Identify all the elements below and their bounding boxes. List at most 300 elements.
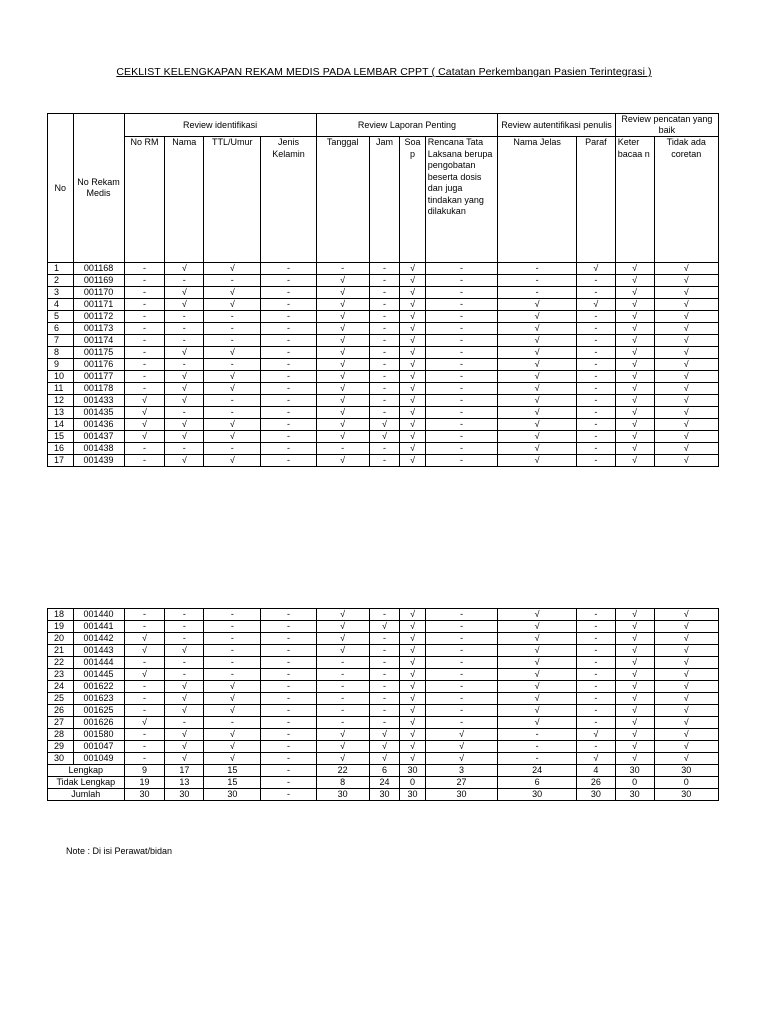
table-cell: - xyxy=(261,371,316,383)
table-cell: √ xyxy=(400,729,426,741)
table-cell: - xyxy=(369,407,400,419)
table-cell: 16 xyxy=(48,443,74,455)
table-cell: √ xyxy=(425,729,498,741)
table-cell: √ xyxy=(654,299,718,311)
table-cell: - xyxy=(165,275,204,287)
table-cell: 0 xyxy=(615,777,654,789)
header-review-identifikasi: Review identifikasi xyxy=(124,114,316,137)
table-cell: √ xyxy=(654,347,718,359)
table-cell: 17 xyxy=(165,765,204,777)
table-cell: 20 xyxy=(48,633,74,645)
table-cell: √ xyxy=(204,455,261,467)
table-cell: √ xyxy=(165,741,204,753)
table-cell: 21 xyxy=(48,645,74,657)
table-cell: - xyxy=(576,717,615,729)
table-cell: - xyxy=(369,395,400,407)
table-cell: - xyxy=(369,371,400,383)
table-cell: - xyxy=(498,753,577,765)
table-cell: - xyxy=(369,311,400,323)
table-cell: √ xyxy=(654,609,718,621)
table-cell: - xyxy=(165,609,204,621)
table-cell: √ xyxy=(425,753,498,765)
table-cell: - xyxy=(165,323,204,335)
table-cell: - xyxy=(261,443,316,455)
table-cell: - xyxy=(165,335,204,347)
table-cell: √ xyxy=(425,741,498,753)
header-review-pencatatan: Review pencatan yang baik xyxy=(615,114,718,137)
table-cell: √ xyxy=(165,383,204,395)
table-cell: √ xyxy=(316,287,369,299)
table-cell: - xyxy=(425,717,498,729)
table-row xyxy=(48,311,719,323)
table-cell: - xyxy=(425,371,498,383)
table-cell: √ xyxy=(576,753,615,765)
table-cell: - xyxy=(204,717,261,729)
table-cell: √ xyxy=(204,299,261,311)
table-cell: - xyxy=(261,335,316,347)
table-cell: - xyxy=(165,621,204,633)
table-cell: √ xyxy=(124,645,165,657)
table-cell: √ xyxy=(498,621,577,633)
table-cell: - xyxy=(425,705,498,717)
table-cell: √ xyxy=(615,347,654,359)
table-row xyxy=(48,359,719,371)
table-cell: - xyxy=(124,657,165,669)
table-row xyxy=(48,669,719,681)
table-cell: 8 xyxy=(316,777,369,789)
table-cell: - xyxy=(576,395,615,407)
table-cell: - xyxy=(124,705,165,717)
table-cell: √ xyxy=(400,705,426,717)
table-cell: - xyxy=(204,633,261,645)
table-cell: √ xyxy=(204,705,261,717)
table-cell: √ xyxy=(654,323,718,335)
table-cell: √ xyxy=(400,347,426,359)
table-cell: - xyxy=(425,407,498,419)
table-cell: 7 xyxy=(48,335,74,347)
table-cell: √ xyxy=(316,407,369,419)
table-cell: 001439 xyxy=(73,455,124,467)
table-cell: 001173 xyxy=(73,323,124,335)
table-cell: - xyxy=(124,609,165,621)
checklist-table-part1 xyxy=(47,113,719,467)
table-cell: 001440 xyxy=(73,609,124,621)
table-cell: √ xyxy=(204,419,261,431)
table-cell: √ xyxy=(316,275,369,287)
table-cell: 001169 xyxy=(73,275,124,287)
page-title: CEKLIST KELENGKAPAN REKAM MEDIS PADA LEMBAR CPPT ( Catatan Perkembangan Pasien Terintegrasi ) xyxy=(116,66,652,78)
table-cell: 9 xyxy=(124,765,165,777)
table-cell: - xyxy=(124,335,165,347)
table-cell: √ xyxy=(124,407,165,419)
table-cell: - xyxy=(425,383,498,395)
table-cell: - xyxy=(165,633,204,645)
table-cell: 0 xyxy=(654,777,718,789)
table-cell: √ xyxy=(654,371,718,383)
table-cell: √ xyxy=(400,741,426,753)
table-cell: √ xyxy=(615,693,654,705)
table-cell: √ xyxy=(400,359,426,371)
table-cell: √ xyxy=(204,753,261,765)
table-cell: - xyxy=(261,705,316,717)
table-cell: 22 xyxy=(316,765,369,777)
table-cell: √ xyxy=(576,299,615,311)
table-cell: 29 xyxy=(48,741,74,753)
table-cell: √ xyxy=(654,311,718,323)
table-cell: - xyxy=(369,275,400,287)
table-row xyxy=(48,729,719,741)
table-cell: √ xyxy=(615,407,654,419)
table-cell: - xyxy=(261,765,316,777)
table-cell: 23 xyxy=(48,669,74,681)
table-cell: - xyxy=(204,359,261,371)
table-cell: 15 xyxy=(48,431,74,443)
table-cell: √ xyxy=(615,681,654,693)
table-cell: √ xyxy=(400,323,426,335)
table-cell: √ xyxy=(204,263,261,275)
table-cell: - xyxy=(425,287,498,299)
table-cell: - xyxy=(261,347,316,359)
table-cell: 26 xyxy=(576,777,615,789)
table-cell: - xyxy=(425,645,498,657)
table-cell: - xyxy=(204,323,261,335)
table-cell: √ xyxy=(615,371,654,383)
table-row xyxy=(48,645,719,657)
table-cell: √ xyxy=(400,621,426,633)
table-cell: √ xyxy=(204,741,261,753)
table-cell: 3 xyxy=(425,765,498,777)
table-cell: √ xyxy=(400,275,426,287)
table-cell: - xyxy=(261,753,316,765)
table-cell: √ xyxy=(165,287,204,299)
table-cell: - xyxy=(204,669,261,681)
table-cell: - xyxy=(425,431,498,443)
table-cell: - xyxy=(316,669,369,681)
table-cell: 8 xyxy=(48,347,74,359)
header-no-rm: No RM xyxy=(124,137,165,263)
table-cell: 9 xyxy=(48,359,74,371)
table-cell: - xyxy=(261,633,316,645)
table-cell: 1 xyxy=(48,263,74,275)
table-cell: √ xyxy=(654,669,718,681)
table-cell: 001049 xyxy=(73,753,124,765)
table-cell: 30 xyxy=(316,789,369,801)
table-cell: - xyxy=(316,657,369,669)
table-cell: 10 xyxy=(48,371,74,383)
table-cell: - xyxy=(261,323,316,335)
table-cell: √ xyxy=(316,311,369,323)
table-cell: √ xyxy=(615,383,654,395)
table-cell: - xyxy=(124,275,165,287)
table-row xyxy=(48,455,719,467)
header-nama: Nama xyxy=(165,137,204,263)
table-cell: √ xyxy=(615,717,654,729)
table-cell: √ xyxy=(615,299,654,311)
table-row xyxy=(48,609,719,621)
table-cell: √ xyxy=(165,419,204,431)
table-row xyxy=(48,621,719,633)
table-cell: √ xyxy=(316,741,369,753)
header-jam: Jam xyxy=(369,137,400,263)
table-cell: √ xyxy=(204,693,261,705)
table-cell: - xyxy=(369,669,400,681)
table-cell: √ xyxy=(615,645,654,657)
table-cell: 001436 xyxy=(73,419,124,431)
table-cell: √ xyxy=(498,443,577,455)
table-cell: - xyxy=(576,645,615,657)
table-cell: 001622 xyxy=(73,681,124,693)
table-cell: - xyxy=(576,323,615,335)
table-cell: - xyxy=(124,359,165,371)
table-cell: √ xyxy=(400,753,426,765)
table-cell: 001441 xyxy=(73,621,124,633)
table-cell: √ xyxy=(654,287,718,299)
table-cell: 14 xyxy=(48,419,74,431)
table-cell: 30 xyxy=(576,789,615,801)
header-nama-jelas: Nama Jelas xyxy=(498,137,577,263)
table-row xyxy=(48,287,719,299)
table-cell: - xyxy=(261,311,316,323)
table-row xyxy=(48,323,719,335)
table-cell: √ xyxy=(615,311,654,323)
table-cell: 001623 xyxy=(73,693,124,705)
table-cell: √ xyxy=(615,419,654,431)
table-row xyxy=(48,407,719,419)
table-cell: - xyxy=(369,455,400,467)
table-cell: - xyxy=(425,299,498,311)
table-cell: - xyxy=(498,263,577,275)
table-cell: √ xyxy=(498,419,577,431)
table-cell: √ xyxy=(615,621,654,633)
table-cell: √ xyxy=(498,311,577,323)
table-cell: - xyxy=(316,443,369,455)
table-cell: 30 xyxy=(654,765,718,777)
table-cell: √ xyxy=(498,395,577,407)
table-cell: √ xyxy=(498,323,577,335)
table-row xyxy=(48,753,719,765)
table-cell: √ xyxy=(654,729,718,741)
table-cell: 19 xyxy=(48,621,74,633)
header-no-rekam-medis: No Rekam Medis xyxy=(73,114,124,263)
table-cell: 001442 xyxy=(73,633,124,645)
table-cell: - xyxy=(165,657,204,669)
table-cell: 30 xyxy=(615,765,654,777)
table-cell: - xyxy=(576,347,615,359)
table-cell: 001438 xyxy=(73,443,124,455)
header-review-autentifikasi: Review autentifikasi penulis xyxy=(498,114,615,137)
table-row xyxy=(48,633,719,645)
table-row xyxy=(48,705,719,717)
table-cell: √ xyxy=(498,383,577,395)
table-cell: √ xyxy=(124,395,165,407)
table-cell: - xyxy=(369,263,400,275)
table-cell: - xyxy=(165,669,204,681)
table-cell: 001178 xyxy=(73,383,124,395)
table-cell: - xyxy=(425,443,498,455)
table-cell: - xyxy=(124,741,165,753)
table-cell: 001176 xyxy=(73,359,124,371)
table-cell: √ xyxy=(498,705,577,717)
table-row xyxy=(48,335,719,347)
table-cell: - xyxy=(576,657,615,669)
table-cell: 12 xyxy=(48,395,74,407)
table-cell: √ xyxy=(400,407,426,419)
table-cell: √ xyxy=(654,753,718,765)
table-cell: √ xyxy=(369,419,400,431)
table-cell: √ xyxy=(615,669,654,681)
table-cell: 001172 xyxy=(73,311,124,323)
table-row xyxy=(48,681,719,693)
table-row xyxy=(48,371,719,383)
table-cell: √ xyxy=(615,359,654,371)
table-cell: - xyxy=(261,419,316,431)
table-cell: √ xyxy=(654,263,718,275)
header-soap: Soa p xyxy=(400,137,426,263)
table-cell: - xyxy=(316,717,369,729)
table-cell: √ xyxy=(316,633,369,645)
table-cell: - xyxy=(124,323,165,335)
table-cell: 28 xyxy=(48,729,74,741)
header-review-laporan: Review Laporan Penting xyxy=(316,114,498,137)
header-paraf: Paraf xyxy=(576,137,615,263)
table-cell: 001168 xyxy=(73,263,124,275)
table-cell: √ xyxy=(316,323,369,335)
table-cell: - xyxy=(204,275,261,287)
table-cell: - xyxy=(369,347,400,359)
table-cell: - xyxy=(261,455,316,467)
table-cell: √ xyxy=(400,717,426,729)
table-cell: 3 xyxy=(48,287,74,299)
table-cell: - xyxy=(261,263,316,275)
table-cell: √ xyxy=(124,669,165,681)
table-cell: - xyxy=(576,609,615,621)
table-cell: 001170 xyxy=(73,287,124,299)
table-cell: - xyxy=(204,443,261,455)
table-cell: - xyxy=(124,287,165,299)
table-cell: - xyxy=(316,693,369,705)
table-cell: 001443 xyxy=(73,645,124,657)
table-row xyxy=(48,443,719,455)
table-cell: √ xyxy=(400,431,426,443)
table-cell: √ xyxy=(498,609,577,621)
header-tanggal: Tanggal xyxy=(316,137,369,263)
table-cell: - xyxy=(576,741,615,753)
table-cell: - xyxy=(425,621,498,633)
table-cell: - xyxy=(576,693,615,705)
table-cell: 001171 xyxy=(73,299,124,311)
table-cell: - xyxy=(261,681,316,693)
table-cell: √ xyxy=(498,431,577,443)
table-row xyxy=(48,765,719,777)
table-cell: - xyxy=(124,371,165,383)
table-cell: - xyxy=(576,371,615,383)
table-cell: - xyxy=(425,669,498,681)
table-cell: 15 xyxy=(204,777,261,789)
table-cell: - xyxy=(261,717,316,729)
table-cell: √ xyxy=(400,633,426,645)
table-cell: 001435 xyxy=(73,407,124,419)
table-cell: 001433 xyxy=(73,395,124,407)
table-cell: √ xyxy=(124,419,165,431)
table-cell: √ xyxy=(400,335,426,347)
table-cell: √ xyxy=(165,753,204,765)
table-cell: 30 xyxy=(400,789,426,801)
table-cell: √ xyxy=(369,431,400,443)
table-cell: - xyxy=(425,311,498,323)
table-cell: - xyxy=(369,609,400,621)
table-cell: 30 xyxy=(400,765,426,777)
table-cell: 30 xyxy=(48,753,74,765)
table-row xyxy=(48,383,719,395)
table-cell: √ xyxy=(615,753,654,765)
table-cell: √ xyxy=(498,717,577,729)
table-cell: - xyxy=(369,443,400,455)
table-cell: - xyxy=(369,705,400,717)
table-cell: - xyxy=(316,705,369,717)
table-cell: √ xyxy=(400,657,426,669)
table-cell: √ xyxy=(316,299,369,311)
table-cell: - xyxy=(498,741,577,753)
table-cell: - xyxy=(261,299,316,311)
table-cell: √ xyxy=(615,657,654,669)
table-cell: √ xyxy=(654,395,718,407)
table-cell: √ xyxy=(124,633,165,645)
table-cell: 19 xyxy=(124,777,165,789)
table-cell: √ xyxy=(400,299,426,311)
table-cell: 18 xyxy=(48,609,74,621)
table-cell: - xyxy=(261,287,316,299)
table-cell: 24 xyxy=(48,681,74,693)
table-cell: - xyxy=(124,443,165,455)
table-cell: - xyxy=(261,609,316,621)
table-cell: √ xyxy=(498,633,577,645)
table-cell: - xyxy=(425,681,498,693)
table-cell: √ xyxy=(165,263,204,275)
table-cell: Tidak Lengkap xyxy=(48,777,125,789)
table-cell: - xyxy=(369,693,400,705)
table-cell: 30 xyxy=(369,789,400,801)
table-cell: √ xyxy=(124,717,165,729)
table-row xyxy=(48,299,719,311)
table-row xyxy=(48,347,719,359)
table-cell: 26 xyxy=(48,705,74,717)
table-cell: √ xyxy=(654,633,718,645)
table-cell: - xyxy=(165,359,204,371)
table-cell: √ xyxy=(204,431,261,443)
table-cell: 001047 xyxy=(73,741,124,753)
table-cell: √ xyxy=(615,633,654,645)
table-cell: - xyxy=(576,681,615,693)
table-cell: 11 xyxy=(48,383,74,395)
table-cell: - xyxy=(369,717,400,729)
table-cell: - xyxy=(576,311,615,323)
header-rencana-tata-laksana: Rencana Tata Laksana berupa pengobatan beserta dosis dan juga tindakan yang dilakukan xyxy=(425,137,498,263)
header-no: No xyxy=(48,114,74,263)
table-cell: 001437 xyxy=(73,431,124,443)
table-cell: - xyxy=(204,407,261,419)
table-row xyxy=(48,693,719,705)
table-cell: 25 xyxy=(48,693,74,705)
table-cell: - xyxy=(369,633,400,645)
table-row xyxy=(48,431,719,443)
table-cell: √ xyxy=(615,443,654,455)
table-cell: √ xyxy=(498,455,577,467)
table-cell: - xyxy=(576,335,615,347)
table-cell: - xyxy=(124,753,165,765)
table-cell: √ xyxy=(615,431,654,443)
table-cell: - xyxy=(261,621,316,633)
table-cell: 30 xyxy=(425,789,498,801)
